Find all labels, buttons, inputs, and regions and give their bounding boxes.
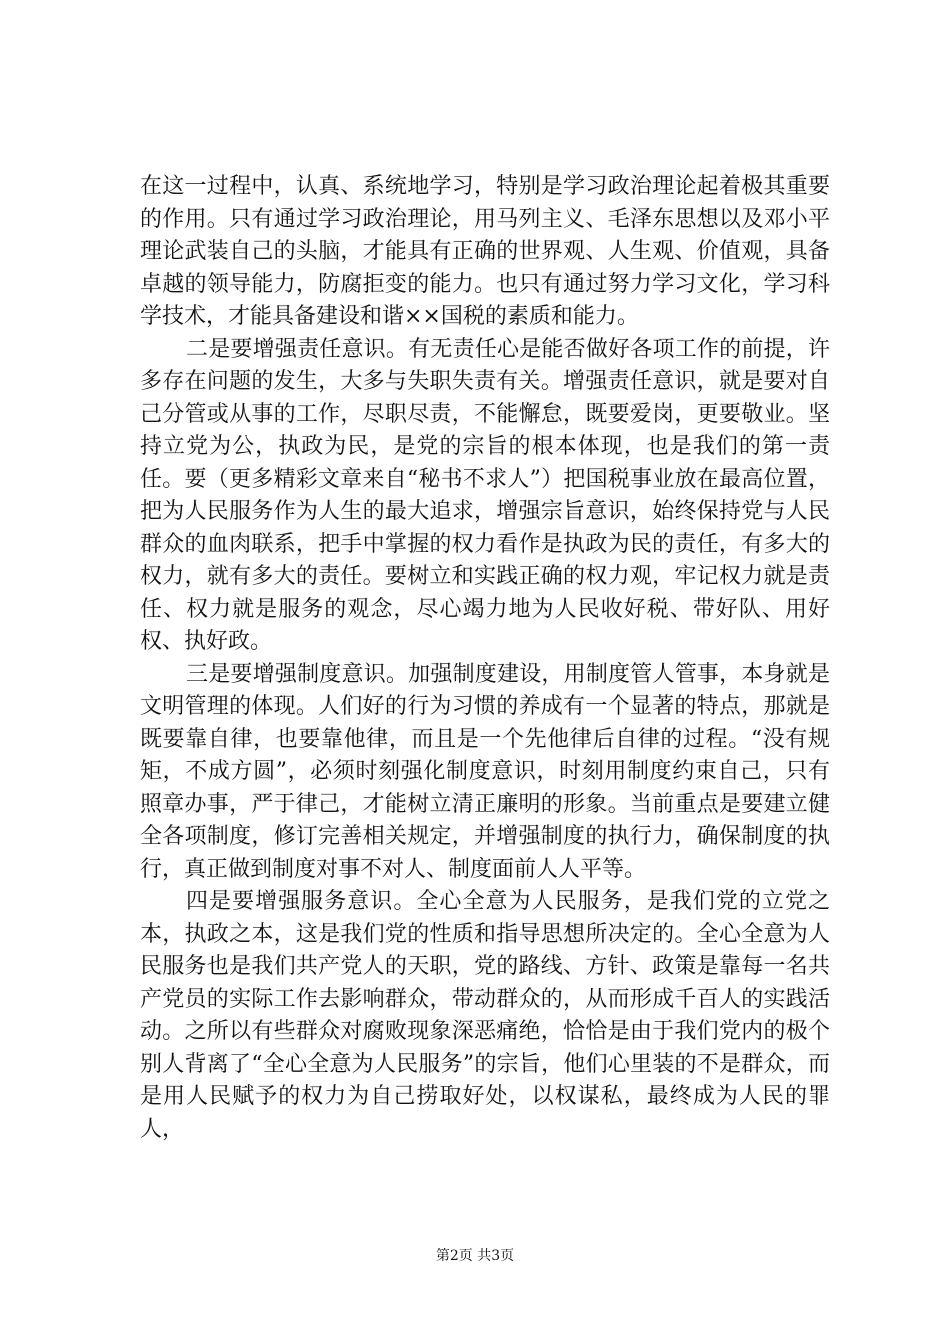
paragraph-responsibility: 二是要增强责任意识。有无责任心是能否做好各项工作的前提，许多存在问题的发生，大多与失职失责有关。增强责任意识，就是要对自己分管或从事的工作，尽职尽责，不能懈怠，既要爱岗，更要敬业。坚持立党为公，执政为民，是党的宗旨的根本体现，也是我们的第一责任。要（更多精彩文章来自“秘书不求人”）把国税事业放在最高位置，把为人民服务作为人生的最大追求，增强宗旨意识，始终保持党与人民群众的血肉联系，把手中掌握的权力看作是执政为民的责任，有多大的权力，就有多大的责任。要树立和实践正确的权力观，牢记权力就是责任、权力就是服务的观念，尽心竭力地为人民收好税、带好队、用好权、执好政。 bbox=[140, 336, 830, 654]
paragraph-continuation: 在这一过程中，认真、系统地学习，特别是学习政治理论起着极其重要的作用。只有通过学习政治理论，用马列主义、毛泽东思想以及邓小平理论武装自己的头脑，才能具有正确的世界观、人生观、价值观，具备卓越的领导能力，防腐拒变的能力。也只有通过努力学习文化，学习科学技术，才能具备建设和谐××国税的素质和能力。 bbox=[140, 174, 830, 329]
page-footer: 第2页 共3页 bbox=[435, 1248, 515, 1264]
document-body bbox=[140, 171, 830, 1146]
paragraph-service: 四是要增强服务意识。全心全意为人民服务，是我们党的立党之本，执政之本，这是我们党的性质和指导思想所决定的。全心全意为人民服务也是我们共产党人的天职，党的路线、方针、政策是靠每一名共产党员的实际工作去影响群众，带动群众的，从而形成千百人的实践活动。之所以有些群众对腐败现象深恶痛绝，恰恰是由于我们党内的极个别人背离了“全心全意为人民服务”的宗旨，他们心里装的不是群众，而是用人民赋予的权力为自己捞取好处，以权谋私，最终成为人民的罪人， bbox=[140, 889, 830, 1142]
paragraph-institution: 三是要增强制度意识。加强制度建设，用制度管人管事，本身就是文明管理的体现。人们好的行为习惯的养成有一个显著的特点，那就是既要靠自律，也要靠他律，而且是一个先他律后自律的过程。“没有规矩，不成方圆”，必须时刻强化制度意识，时刻用制度约束自己，只有照章办事，严于律己，才能树立清正廉明的形象。当前重点是要建立健全各项制度，修订完善相关规定，并增强制度的执行力，确保制度的执行，真正做到制度对事不对人、制度面前人人平等。 bbox=[140, 661, 830, 882]
